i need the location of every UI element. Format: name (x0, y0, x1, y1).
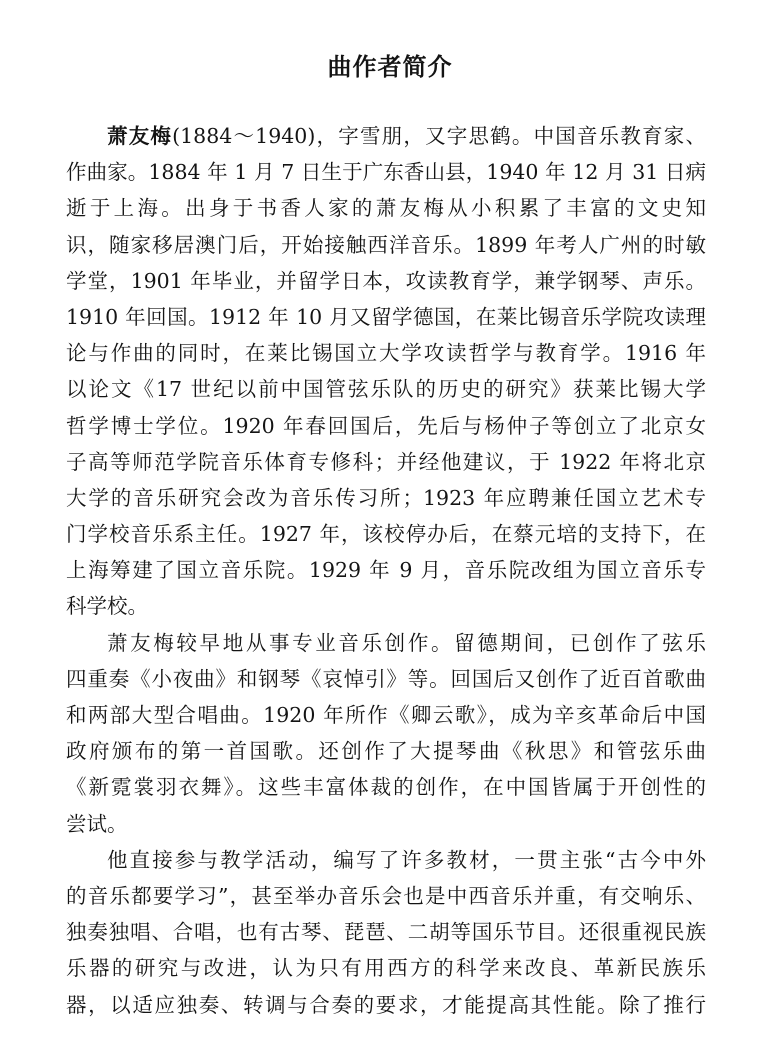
paragraph-2-line-1: 萧友梅较早地从事专业音乐创作。留德期间，已创作了弦乐 (107, 630, 706, 655)
text-line: 学堂，1901 年毕业，并留学日本，攻读教育学，兼学钢琴、声乐。 (66, 268, 706, 293)
text-line: 哲学博士学位。1920 年春回国后，先后与杨仲子等创立了北京女 (66, 413, 706, 438)
text-line: 大学的音乐研究会改为音乐传习所；1923 年应聘兼任国立艺术专 (66, 485, 706, 510)
text-line: 作曲家。1884 年 1 月 7 日生于广东香山县，1940 年 12 月 31 日病 (66, 160, 706, 185)
text-line: 门学校音乐系主任。1927 年，该校停办后，在蔡元培的支持下，在 (66, 522, 706, 547)
text-line: 的音乐都要学习”，甚至举办音乐会也是中西音乐并重，有交响乐、 (66, 883, 706, 908)
page-title: 曲作者简介 (327, 53, 453, 81)
text-line: 独奏独唱、合唱，也有古琴、琵琶、二胡等国乐节目。还很重视民族 (66, 920, 706, 945)
text-line: 尝试。 (66, 811, 128, 836)
paragraph-3-line-1: 他直接参与教学活动，编写了许多教材，一贯主张“古今中外 (107, 847, 706, 872)
text-line: 四重奏《小夜曲》和钢琴《哀悼引》等。回国后又创作了近百首歌曲 (66, 666, 706, 691)
subject-name: 萧友梅 (107, 124, 173, 148)
text-line: 上海筹建了国立音乐院。1929 年 9 月，音乐院改组为国立音乐专 (66, 558, 706, 583)
text-line: 乐器的研究与改进，认为只有用西方的科学来改良、革新民族乐 (66, 956, 706, 981)
text-line: 科学校。 (66, 594, 148, 619)
text-line: 论与作曲的同时，在莱比锡国立大学攻读哲学与教育学。1916 年 (66, 341, 706, 366)
text-line: 器，以适应独奏、转调与合奏的要求，才能提高其性能。除了推行 (66, 992, 706, 1017)
text-line: 逝于上海。出身于书香人家的萧友梅从小积累了丰富的文史知 (66, 196, 706, 221)
body-text (66, 118, 706, 1023)
text-line: 政府颁布的第一首国歌。还创作了大提琴曲《秋思》和管弦乐曲 (66, 739, 706, 764)
text-line: 子高等师范学院音乐体育专修科；并经他建议，于 1922 年将北京 (66, 449, 706, 474)
text-line: 《新霓裳羽衣舞》。这些丰富体裁的创作，在中国皆属于开创性的 (66, 775, 706, 800)
text-line: 1910 年回国。1912 年 10 月又留学德国，在莱比锡音乐学院攻读理 (66, 304, 706, 329)
text-line: 和两部大型合唱曲。1920 年所作《卿云歌》，成为辛亥革命后中国 (66, 703, 706, 727)
text-line: 识，随家移居澳门后，开始接触西洋音乐。1899 年考人广州的时敏 (66, 232, 706, 257)
text-line: 以论文《17 世纪以前中国管弦乐队的历史的研究》获莱比锡大学 (66, 377, 706, 402)
paragraph-1-line-1: 萧友梅(1884～1940)，字雪朋，又字思鹤。中国音乐教育家、 (107, 124, 706, 148)
